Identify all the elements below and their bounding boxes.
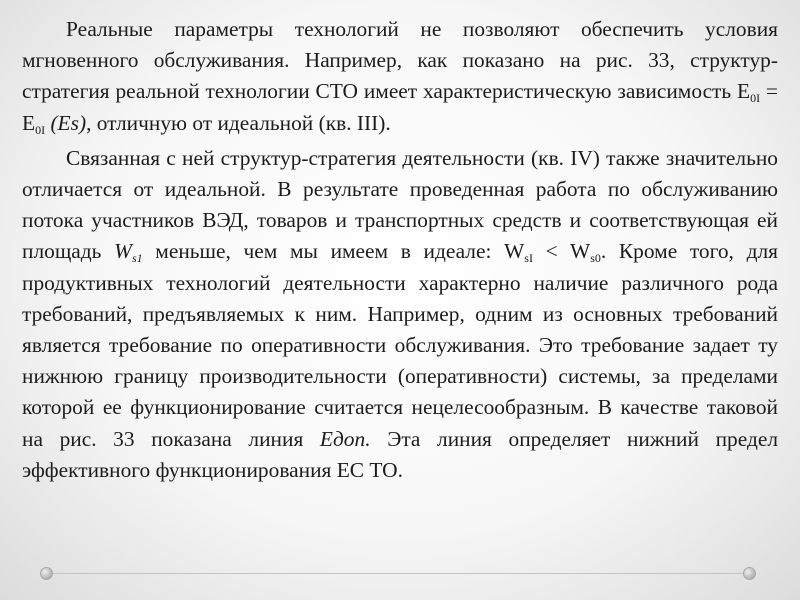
p2-text-1: Связанная с ней структур-стратегия деятельности (кв. IV) также значительно отличается от идеальной. В результате проведенная работа по обслуживанию потока участников ВЭД, товаров и транспортных средств и соответствующая ей площадь — [22, 145, 778, 264]
p1-sub-2: 0I — [35, 122, 46, 137]
p2-text-4: . Кроме того, для продуктивных технологий деятельности характерно наличие различного рода требований, предъявляемых к ним. Например, одним из основных требований является требование по оперативности обслуживания. Это требование задает ту нижнюю границу производительности (оперативности) системы, за пределами которой ее функционирование считается нецелесообразным. В качестве таковой на рис. 33 показана линия — [22, 239, 778, 451]
p2-sub-2: s0 — [590, 251, 601, 266]
bottom-frame-line — [52, 573, 744, 574]
p2-italic-edop: Eдоп. — [319, 426, 371, 451]
paragraph-2 — [22, 143, 778, 486]
p2-text-5: Эта линия определяет нижний предел эффективного функционирования ЕС ТО. — [22, 426, 778, 482]
right-bullet-dot-icon — [743, 567, 756, 580]
p1-text-2: = E — [22, 79, 778, 135]
paragraph-1 — [22, 14, 778, 139]
left-bullet-dot-icon — [40, 567, 53, 580]
p1-sub-1: 0I — [750, 91, 761, 106]
p2-italic-w: W — [114, 239, 132, 264]
p2-italic-w-sub: s1 — [131, 251, 143, 266]
p2-sub-1: sI — [524, 251, 533, 266]
p1-text-1: Реальные параметры технологий не позволяют обеспечить условия мгновенного обслуживания. Например, как показано на рис. 33, структур-стратегия реальной технологии СТО имеет характеристическую зависимость E — [22, 17, 778, 104]
p1-italic-es: (Es) — [50, 110, 87, 135]
p1-text-4: , отличную от идеальной (кв. III). — [86, 110, 391, 135]
p2-text-3: < W — [532, 239, 591, 264]
slide — [22, 14, 778, 574]
p2-text-2: меньше, чем мы имеем в идеале: W — [142, 239, 525, 264]
